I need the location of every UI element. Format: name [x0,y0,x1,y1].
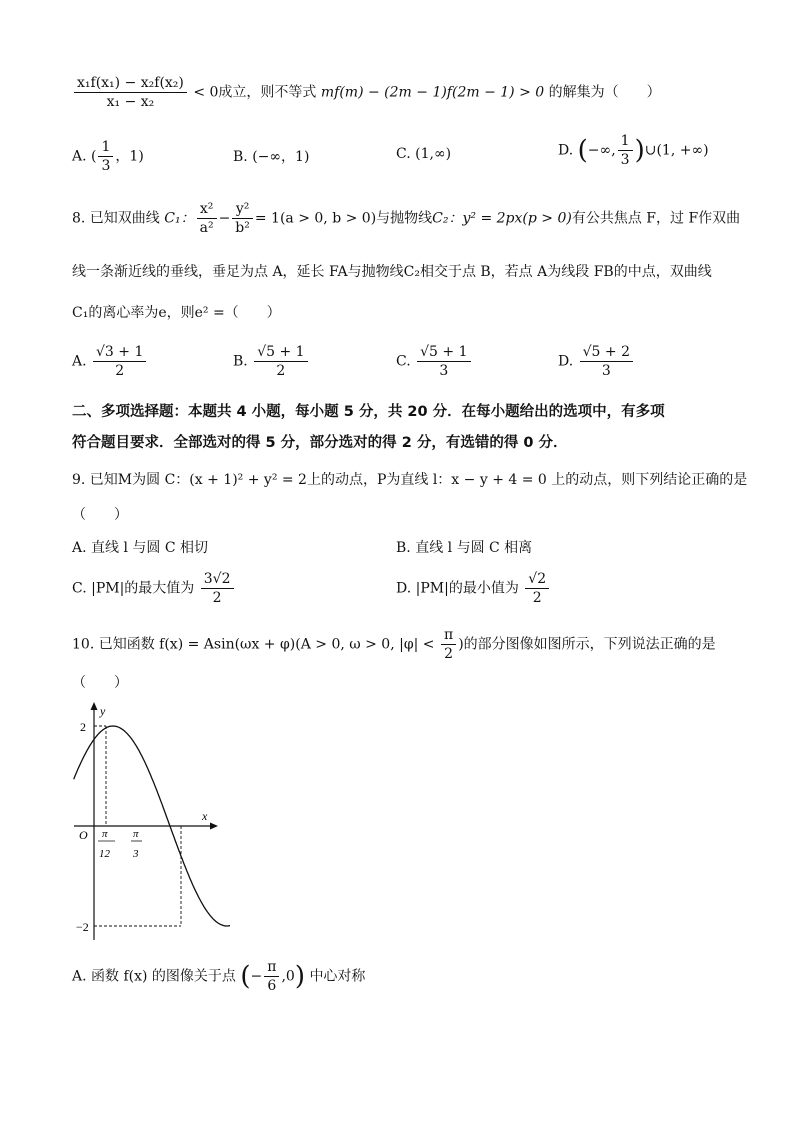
q10-line1-pre: 10. 已知函数 f(x) = Asin(ωx + φ)(A > 0, ω > 0, |φ| < [72,636,435,653]
q8-d-den: 3 [601,363,611,379]
q7-option-b [233,146,309,166]
q8-line1-pre: 8. 已知双曲线 [72,210,160,227]
tick1-den: 12 [99,848,110,860]
q10-a-pre: A. 函数 f(x) 的图像关于点 [72,968,236,985]
q8-c-den: 3 [439,363,449,379]
q9-c-fraction [201,570,234,607]
q7-d-num: 1 [618,132,633,151]
q9-d-pre: D. |PM|的最小值为 [396,580,519,597]
q8-line2: 线一条渐近线的垂线，垂足为点 A，延长 FA与抛物线C₂相交于点 B，若点 A为线段 FB的中点，双曲线 [72,264,712,280]
tick1-num: π [102,828,108,840]
q10-a-comma: ,0 [281,968,295,985]
q7-a-num: 1 [98,138,113,157]
q7-a-label: A. [72,148,87,165]
q8-c-label: C. [396,353,411,370]
q7-a-den: 3 [101,158,111,174]
q7-cond-denominator: x₁ − x₂ [106,94,155,110]
q8-a-num: √3 + 1 [93,343,146,362]
q10-pi-num: π [441,626,456,645]
q8-x-fraction [197,200,217,237]
q7-c-label: C. [396,146,411,162]
q7-cond-numerator: x₁f(x₁) − x₂f(x₂) [74,74,187,93]
q7-inequality: mf(m) − (2m − 1)f(2m − 1) > 0 [320,84,545,101]
q7-option-c [396,146,451,162]
q7-b-text: (−∞，1) [252,149,310,165]
q10-a-den: 6 [267,978,277,994]
section2-heading-line2: 符合题目要求．全部选对的得 5 分，部分选对的得 2 分，有选错的得 0 分． [72,435,568,451]
q7-text-post: 的解集为（ ） [548,84,661,101]
q8-line1-mid: = 1(a > 0, b > 0)与抛物线 [254,210,433,227]
q8-y-fraction [232,200,253,237]
q8-line1-post: 有公共焦点 F，过 F作双曲 [571,210,741,227]
q7-b-label: B. [233,149,248,165]
q7-condition-fraction [74,74,187,111]
q8-b-num: √5 + 1 [254,343,307,362]
q9-d-fraction [525,570,549,607]
q9-option-b: B. 直线 l 与圆 C 相离 [396,540,533,556]
q10-a-minus: − [250,968,263,985]
q7-option-a [72,138,144,175]
q8-y2: y² [232,200,253,219]
q9-d-num: √2 [525,570,549,589]
tick2-num: π [133,828,139,840]
x-axis-label: x [202,809,208,823]
q9-option-a: A. 直线 l 与圆 C 相切 [72,540,209,556]
q10-line1-post: )的部分图像如图所示，下列说法正确的是 [458,636,716,653]
q7-a-fraction [98,138,113,175]
q9-d-den: 2 [532,590,542,606]
q7-text-pre: < 0成立，则不等式 [193,84,317,101]
q9-c-pre: C. |PM|的最大值为 [72,580,195,597]
q10-a-fraction [264,958,279,995]
q8-line3: C₁的离心率为e，则e² =（ ） [72,305,281,321]
q10-a-num: π [264,958,279,977]
q10-line2: （ ） [72,675,128,691]
y-axis-arrow-icon [91,702,98,710]
y-min-label: −2 [76,920,89,934]
q8-b2: b² [235,220,250,236]
origin-label: O [79,828,88,842]
q9-c-den: 2 [212,590,222,606]
q7-d-den: 3 [620,152,630,168]
q7-d-fraction [618,132,633,169]
q10-a-post: 中心对称 [309,968,366,985]
y-axis-label: y [100,704,106,718]
q7-condition [72,74,661,111]
q9-line1: 9. 已知M为圆 C：(x + 1)² + y² = 2上的动点，P为直线 l：x − y + 4 = 0 上的动点，则下列结论正确的是 [72,472,748,488]
q8-a2: a² [199,220,214,236]
q8-c1: C₁： [164,210,195,227]
q8-option-a [72,343,148,380]
tick2-den: 3 [133,848,139,860]
q9-option-d [396,570,551,607]
q8-c2: C₂：y² = 2px(p > 0) [432,210,572,227]
q8-x2: x² [197,200,217,219]
q10-line1 [72,626,716,663]
q8-a-label: A. [72,353,87,370]
section2-heading-line1: 二、多项选择题：本题共 4 小题，每小题 5 分，共 20 分．在每小题给出的选项中，有多项 [72,404,665,420]
q8-line1: 8. 已知双曲线 C₁： $\frac{\text{x²}}{\text{a²}}$ − $\frac{\text{y²}}{\text{b²}}$ = 1(a > 0, b > 0)与抛物线C₂：y² = 2px(p > 0)有公共焦点 F，过 F作双曲 [72,201,741,236]
q8-a-den: 2 [115,363,125,379]
q8-d-num: √5 + 2 [580,343,633,362]
q9-option-c [72,570,236,607]
q10-sine-graph [70,700,230,945]
q7-a-open: ( [91,148,97,165]
y-max-label: 2 [80,720,86,734]
q7-a-rest: ，1) [115,148,144,165]
q7-option-d: D. (−∞, $\frac{1}{3}$ )∪(1, +∞) [558,133,709,168]
q9-c-num: 3√2 [201,570,234,589]
x-axis-arrow-icon [210,823,218,830]
q8-b-fraction [254,343,307,380]
q7-d-post: ∪(1, +∞) [644,142,709,159]
q8-b-label: B. [233,353,248,370]
q10-option-a: A. 函数 f(x) 的图像关于点 (− $\frac{\pi}{6}$ ,0) 中心对称 [72,959,366,994]
q8-c-num: √5 + 1 [417,343,470,362]
q8-b-den: 2 [276,363,286,379]
q8-d-fraction [580,343,633,380]
q8-option-c [396,343,473,380]
q8-option-b [233,343,310,380]
q9-line2: （ ） [72,507,128,523]
q10-pi-den: 2 [444,646,454,662]
q7-d-pre: −∞, [587,142,616,159]
q7-c-text: (1,∞) [415,146,452,162]
q8-a-fraction [93,343,146,380]
q7-d-label: D. [558,142,574,159]
q8-c-fraction [417,343,470,380]
q8-option-d [558,343,635,380]
q10-pi-fraction [441,626,456,663]
q8-d-label: D. [558,353,574,370]
